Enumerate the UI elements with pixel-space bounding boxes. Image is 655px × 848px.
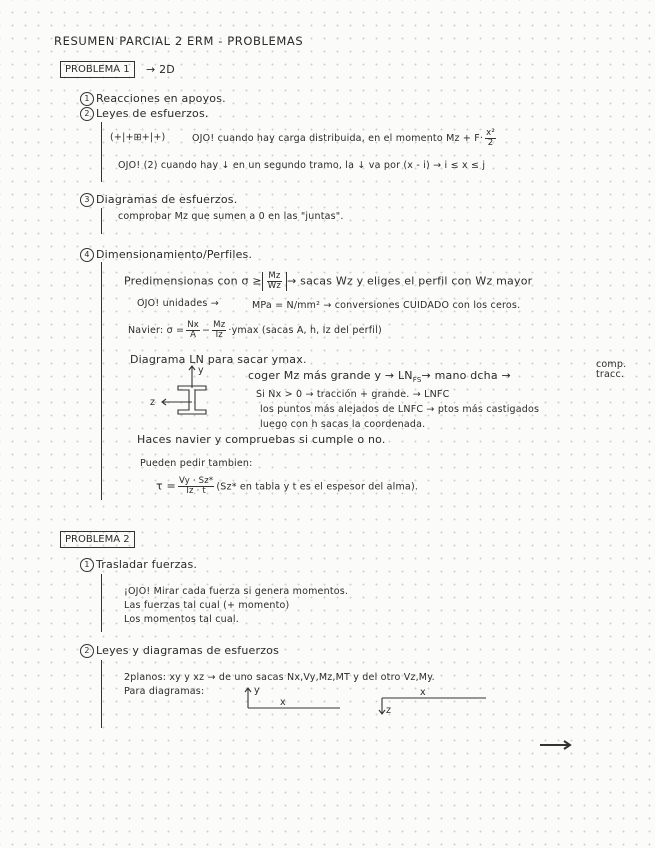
predimension-a: Predimensionas con σ ≥ — [124, 274, 262, 288]
minus-sign: − — [202, 324, 211, 336]
p1-step-1 — [80, 92, 226, 106]
juntas-note: comprobar Mz que sumen a 0 en las "juntas". — [118, 211, 344, 222]
nx-a-fraction — [186, 321, 200, 340]
step-number: 3 — [80, 193, 94, 207]
coger-b: → mano dcha → — [421, 369, 511, 382]
step-label: Leyes de esfuerzos. — [96, 107, 209, 120]
sign-convention: (+|+⊞+|+) — [110, 132, 166, 143]
ojo-momentos: ¡OJO! Mirar cada fuerza si genera momentos. — [124, 586, 349, 597]
momentos-tal-cual: Los momentos tal cual. — [124, 614, 239, 625]
units-warning: OJO! unidades → — [137, 298, 219, 309]
axis-y-label: y — [254, 685, 260, 696]
problema-1-box: PROBLEMA 1 — [60, 61, 135, 78]
step-number: 2 — [80, 644, 94, 658]
axis-x-label-2: x — [420, 687, 426, 698]
step-label: Trasladar fuerzas. — [96, 558, 198, 571]
fraction-den: Iz · t — [186, 485, 206, 496]
p1-step-2 — [80, 107, 209, 121]
para-diagramas: Para diagramas: — [124, 686, 205, 697]
fraction-den: A — [190, 329, 197, 340]
p1-step-4 — [80, 248, 252, 262]
coger-mz — [248, 370, 511, 384]
axis-x-label-1: x — [280, 697, 286, 708]
fuerzas-tal-cual: Las fuerzas tal cual (+ momento) — [124, 600, 290, 611]
fraction-num: Nx — [187, 320, 199, 330]
predimension-line — [124, 272, 532, 291]
luego-coordenada: luego con h sacas la coordenada. — [260, 419, 426, 430]
tau-a: τ = — [156, 479, 176, 493]
step-3-bracket — [101, 208, 102, 234]
axis-z-label: z — [386, 705, 392, 716]
fraction-num: Vy · Sz* — [178, 476, 214, 486]
problema-1-tag: → 2D — [146, 63, 175, 76]
step-label: Leyes y diagramas de esfuerzos — [96, 644, 280, 657]
p2-step-1 — [80, 558, 197, 572]
dos-planos: 2planos: xy y xz → de uno sacas Nx,Vy,Mz,MT y del otro Vz,My. — [124, 672, 435, 683]
step-2-bracket — [101, 122, 102, 182]
navier-a: Navier: σ = — [128, 324, 185, 336]
units-conversion: MPa = N/mm² → conversiones CUIDADO con los ceros. — [252, 300, 521, 311]
ojo-second-segment: OJO! (2) cuando hay ↓ en un segundo tramo, la ↓ va por (x - i) → i ≤ x ≤ j — [118, 160, 486, 171]
predimension-b: → sacas Wz y eliges el perfil con Wz mayor — [287, 274, 533, 288]
p2-step-2 — [80, 644, 279, 658]
tau-fraction — [178, 477, 214, 496]
p2-step-2-bracket — [101, 660, 102, 728]
fraction-den: Wz — [267, 280, 282, 291]
axes-sketch — [236, 684, 496, 718]
ln-diagram-note: Diagrama LN para sacar ymax. — [130, 353, 307, 366]
step-4-bracket — [101, 262, 102, 500]
pueden-pedir: Pueden pedir tambien: — [140, 458, 253, 469]
page-title: RESUMEN PARCIAL 2 ERM - PROBLEMAS — [54, 34, 304, 48]
step-label: Reacciones en apoyos. — [96, 92, 226, 105]
comp-label: comp. — [596, 359, 627, 370]
step-number: 2 — [80, 107, 94, 121]
step-number: 1 — [80, 92, 94, 106]
y-axis-label: y — [198, 365, 204, 376]
fraction-num: Mz — [213, 320, 226, 330]
fraction-den: 2 — [487, 137, 494, 148]
p1-step-3 — [80, 193, 237, 207]
step-label: Diagramas de esfuerzos. — [96, 193, 238, 206]
puntos-alejados: los puntos más alejados de LNFC → ptos más castigados — [260, 404, 540, 415]
mz-iz-fraction — [212, 321, 226, 340]
step-number: 1 — [80, 558, 94, 572]
abs-value — [262, 272, 287, 291]
ojo-distributed — [192, 129, 498, 148]
coger-sub: FS — [412, 376, 422, 385]
continue-arrow-icon — [538, 738, 574, 752]
fraction-den: Iz — [215, 329, 223, 340]
x2-fraction — [485, 129, 496, 148]
nx-traccion: Si Nx > 0 → tracción + grande. → LNFC — [256, 389, 450, 400]
haces-navier: Haces navier y compruebas si cumple o no. — [137, 433, 386, 446]
mz-wz-fraction — [267, 272, 282, 291]
problema-2-box: PROBLEMA 2 — [60, 531, 135, 548]
coger-a: coger Mz más grande y → LN — [248, 369, 413, 382]
step-number: 4 — [80, 248, 94, 262]
z-axis-label: z — [150, 397, 156, 408]
navier-b: ·ymax (sacas A, h, Iz del perfil) — [228, 324, 382, 336]
step-label: Dimensionamiento/Perfiles. — [96, 248, 253, 261]
fraction-num: Mz — [268, 271, 281, 281]
p2-step-1-bracket — [101, 574, 102, 632]
i-beam-sketch — [148, 364, 228, 420]
tau-b: (Sz* en tabla y t es el espesor del alma). — [216, 481, 419, 493]
tau-formula — [156, 477, 418, 496]
ojo-distributed-text: OJO! cuando hay carga distribuida, en el momento Mz + F· — [192, 132, 484, 144]
fraction-num: x² — [486, 128, 495, 138]
tracc-label: tracc. — [596, 369, 625, 380]
navier-formula — [128, 321, 382, 340]
